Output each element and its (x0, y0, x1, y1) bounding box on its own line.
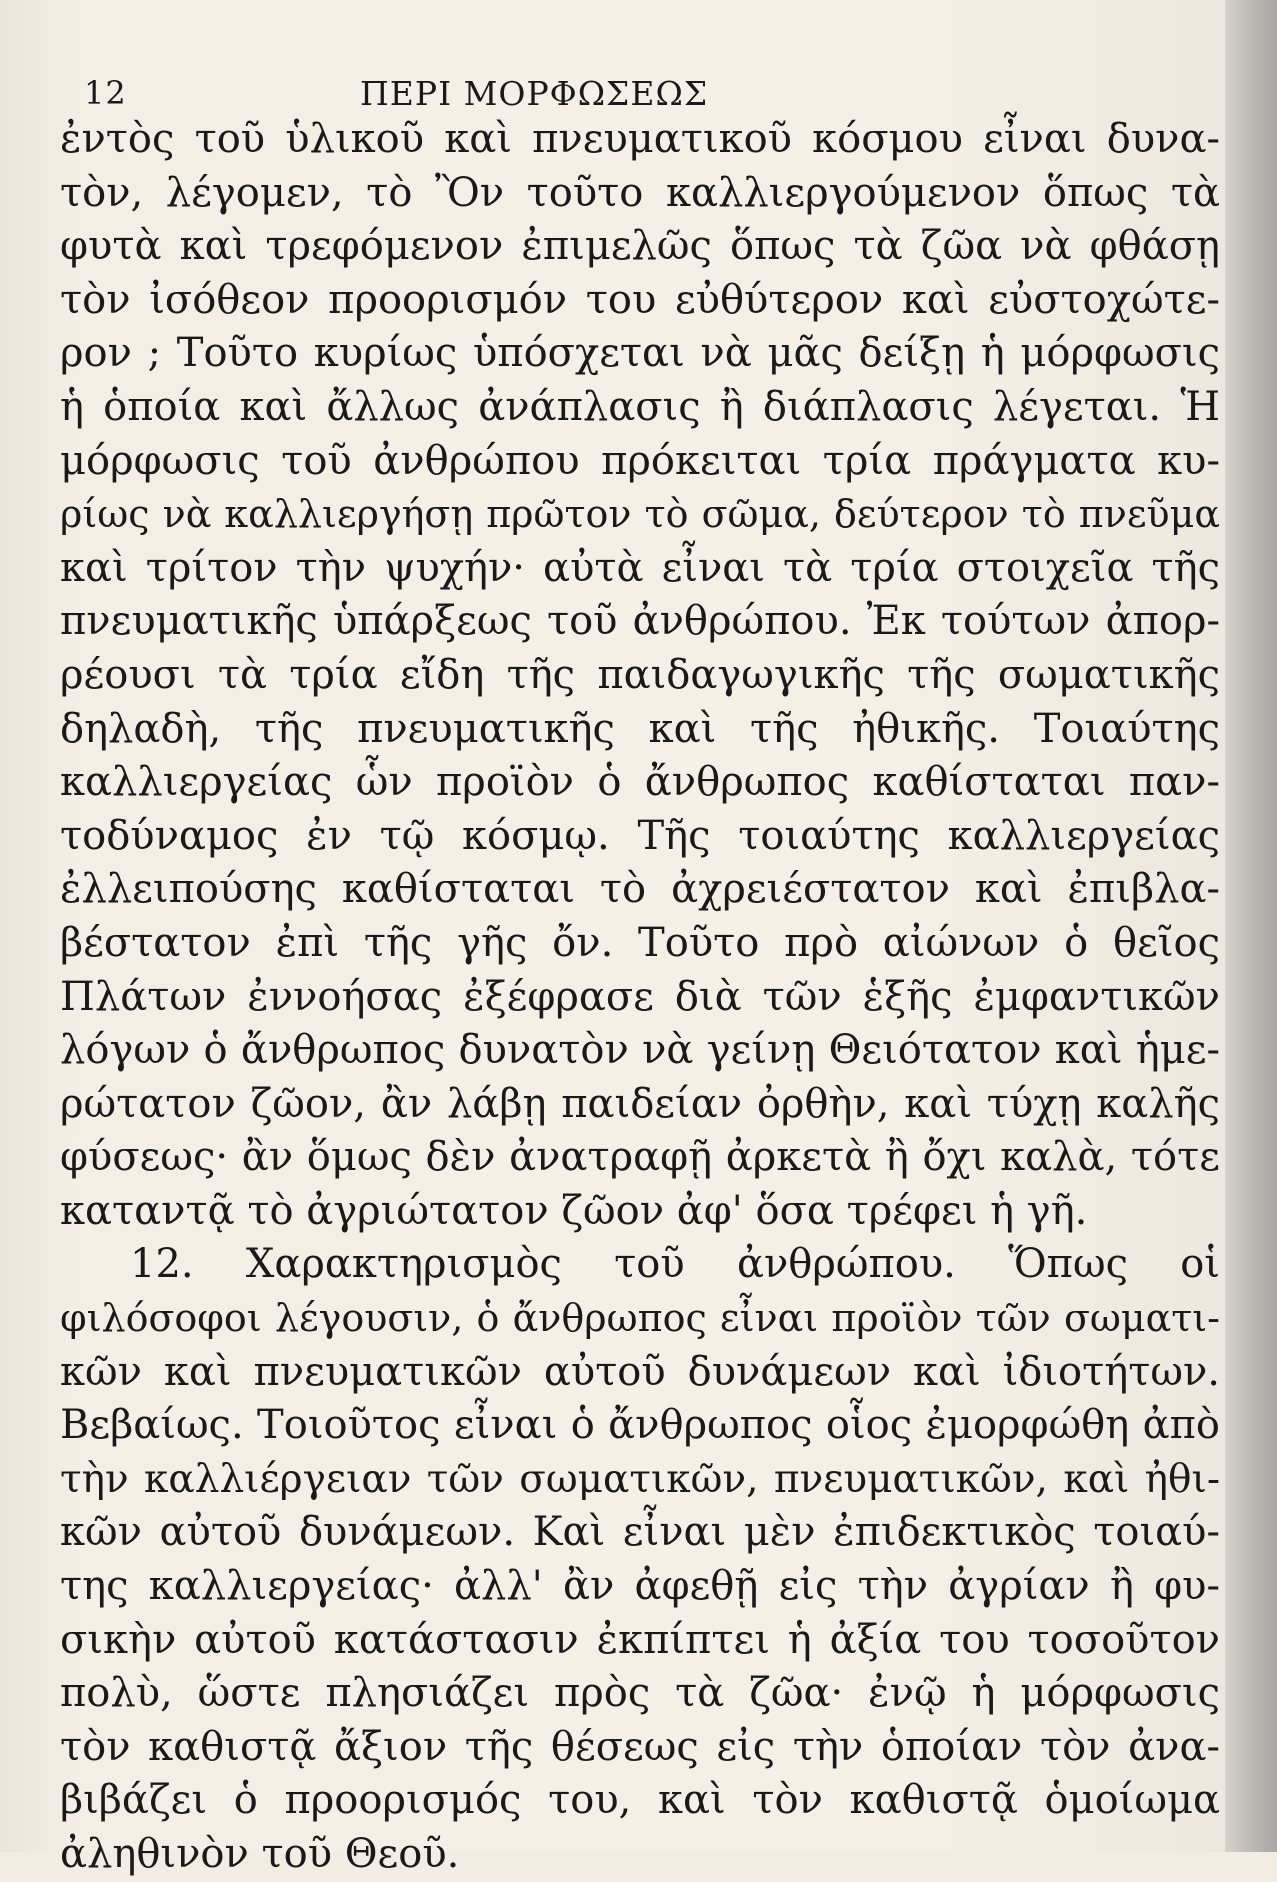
text-line: βέστατον ἐπὶ τῆς γῆς ὄν. Τοῦτο πρὸ αἰώνων ὁ θεῖος (60, 919, 1220, 966)
text-line: τὴν καλλιέργειαν τῶν σωματικῶν, πνευματικῶν, καὶ ἠθι- (60, 1456, 1220, 1502)
text-line: ἐλλειπούσης καθίσταται τὸ ἀχρειέστατον καὶ ἐπιβλα- (60, 866, 1220, 913)
text-line: καταντᾷ τὸ ἀγριώτατον ζῶον ἀφ' ὅσα τρέφει ἡ γῆ. (60, 1187, 1088, 1234)
text-line: ρώτατον ζῶον, ἂν λάβῃ παιδείαν ὀρθὴν, καὶ τύχῃ καλῆς (60, 1080, 1220, 1127)
text-line: τὸν ἰσόθεον προορισμόν του εὐθύτερον καὶ εὐστοχώτε- (60, 276, 1220, 323)
binding-shadow (1225, 0, 1277, 1852)
text-line: τὸν καθιστᾷ ἄξιον τῆς θέσεως εἰς τὴν ὁποίαν τὸν ἀνα- (60, 1723, 1220, 1770)
text-line: πνευματικῆς ὑπάρξεως τοῦ ἀνθρώπου. Ἐκ τούτων ἀπορ- (60, 598, 1220, 645)
text-line: λόγων ὁ ἄνθρωπος δυνατὸν νὰ γείνῃ Θειότατον καὶ ἡμε- (60, 1027, 1220, 1074)
text-line: ἀληθινὸν τοῦ Θεοῦ. (60, 1831, 460, 1877)
text-line: τοδύναμος ἐν τῷ κόσμῳ. Τῆς τοιαύτης καλλιεργείας (60, 812, 1220, 859)
text-line: Βεβαίως. Τοιοῦτος εἶναι ὁ ἄνθρωπος οἷος ἐμορφώθη ἀπὸ (60, 1402, 1220, 1449)
text-line: Πλάτων ἐννοήσας ἐξέφρασε διὰ τῶν ἑξῆς ἐμφαντικῶν (60, 973, 1220, 1020)
text-line: ρον ; Τοῦτο κυρίως ὑπόσχεται νὰ μᾶς δείξῃ ἡ μόρφωσις (60, 330, 1220, 377)
text-line: ρίως νὰ καλλιεργήσῃ πρῶτον τὸ σῶμα, δεύτερον τὸ πνεῦμα (60, 492, 1220, 537)
running-head: ΠΕΡΙ ΜΟΡΦΩΣΕΩΣ (360, 74, 709, 113)
text-line: κῶν αὐτοῦ δυνάμεων. Καὶ εἶναι μὲν ἐπιδεκτικὸς τοιαύ- (60, 1509, 1220, 1556)
text-line: φιλόσοφοι λέγουσιν, ὁ ἄνθρωπος εἶναι προϊὸν τῶν σωματι- (60, 1296, 1220, 1341)
text-line: φύσεως· ἂν ὅμως δὲν ἀνατραφῇ ἀρκετὰ ἢ ὄχι καλὰ, τότε (60, 1134, 1220, 1181)
text-line: ἐντὸς τοῦ ὑλικοῦ καὶ πνευματικοῦ κόσμου εἶναι δυνα- (60, 116, 1220, 162)
text-line: της καλλιεργείας· ἀλλ' ἂν ἀφεθῇ εἰς τὴν ἀγρίαν ἢ φυ- (60, 1563, 1220, 1610)
page-header (70, 60, 1210, 120)
text-line: μόρφωσις τοῦ ἀνθρώπου πρόκειται τρία πράγματα κυ- (60, 437, 1220, 484)
text-line: φυτὰ καὶ τρεφόμενον ἐπιμελῶς ὅπως τὰ ζῶα νὰ φθάσῃ (60, 223, 1220, 270)
text-line: πολὺ, ὥστε πλησιάζει πρὸς τὰ ζῶα· ἐνῷ ἡ μόρφωσις (60, 1670, 1220, 1717)
text-line: κῶν καὶ πνευματικῶν αὐτοῦ δυνάμεων καὶ ἰδιοτήτων. (60, 1348, 1220, 1395)
text-line: ἡ ὁποία καὶ ἄλλως ἀνάπλασις ἢ διάπλασις λέγεται. Ἡ (60, 383, 1220, 430)
page-number: 12 (84, 74, 127, 112)
section-heading-line: 12. Χαρακτηρισμὸς τοῦ ἀνθρώπου. Ὅπως οἱ (130, 1241, 1220, 1288)
text-line: δηλαδὴ, τῆς πνευματικῆς καὶ τῆς ἠθικῆς. Τοιαύτης (60, 705, 1220, 752)
text-line: βιβάζει ὁ προορισμός του, καὶ τὸν καθιστᾷ ὁμοίωμα (60, 1777, 1220, 1824)
text-line: ρέουσι τὰ τρία εἴδη τῆς παιδαγωγικῆς τῆς σωματικῆς (60, 651, 1220, 698)
text-line: σικὴν αὐτοῦ κατάστασιν ἐκπίπτει ἡ ἀξία του τοσοῦτον (60, 1616, 1220, 1663)
body-text (60, 113, 1220, 1882)
text-line: καὶ τρίτον τὴν ψυχήν· αὐτὰ εἶναι τὰ τρία στοιχεῖα τῆς (60, 544, 1220, 591)
text-line: τὸν, λέγομεν, τὸ Ὂν τοῦτο καλλιεργούμενον ὅπως τὰ (60, 169, 1220, 216)
text-line: καλλιεργείας ὧν προϊὸν ὁ ἄνθρωπος καθίσταται παν- (60, 759, 1220, 806)
